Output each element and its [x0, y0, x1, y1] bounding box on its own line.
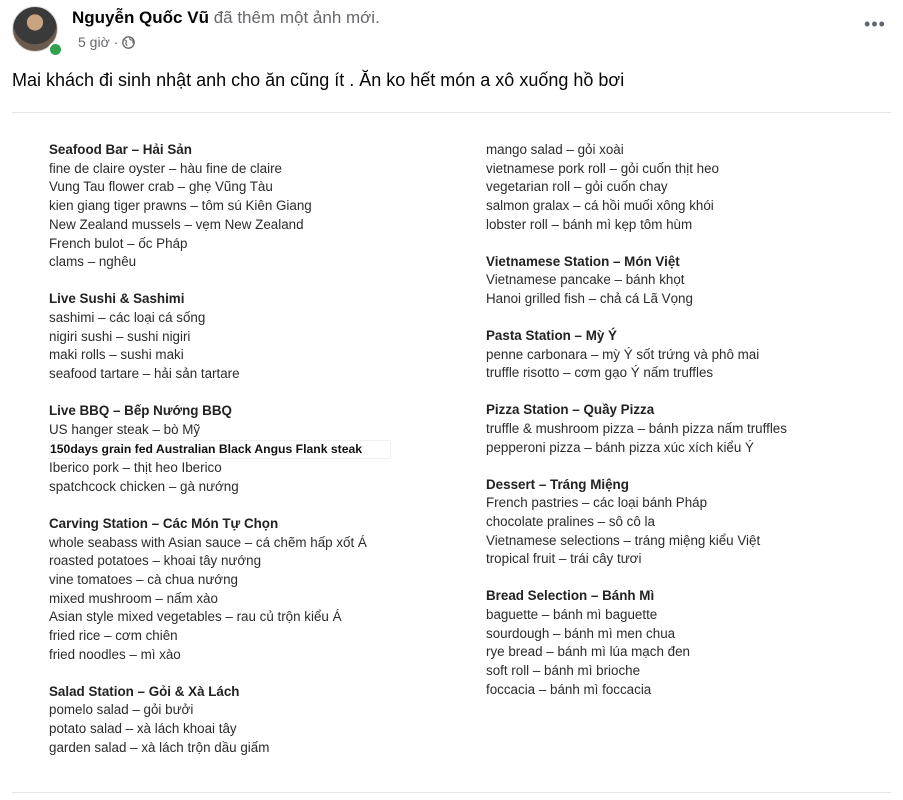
- section-title: Carving Station – Các Món Tự Chọn: [49, 515, 279, 531]
- menu-item: salmon gralax – cá hồi muối xông khói: [486, 198, 714, 214]
- menu-item: sashimi – các loại cá sống: [49, 309, 206, 325]
- section-title: Salad Station – Gỏi & Xà Lách: [49, 683, 240, 699]
- menu-section: [49, 683, 469, 758]
- menu-section: [486, 327, 886, 383]
- menu-item: Iberico pork – thịt heo Iberico: [49, 460, 222, 476]
- menu-item: whole seabass with Asian sauce – cá chẽm hấp xốt Á: [49, 534, 367, 550]
- section-title: Pasta Station – Mỳ Ý: [486, 328, 617, 343]
- menu-item: foccacia – bánh mì foccacia: [486, 681, 652, 697]
- menu-section: [486, 587, 886, 699]
- menu-item: seafood tartare – hải sản tartare: [49, 365, 240, 381]
- menu-item: soft roll – bánh mì brioche: [486, 663, 641, 679]
- menu-item: truffle & mushroom pizza – bánh pizza nấm truffles: [486, 421, 787, 436]
- menu-item: fine de claire oyster – hàu fine de claire: [49, 160, 282, 176]
- menu-item: vine tomatoes – cà chua nướng: [49, 571, 238, 587]
- menu-item: potato salad – xà lách khoai tây: [49, 721, 237, 737]
- menu-item: Vietnamese selections – tráng miệng kiểu Việt: [486, 532, 761, 548]
- menu-item: tropical fruit – trái cây tươi: [486, 551, 642, 567]
- menu-item: pomelo salad – gỏi bưởi: [49, 702, 194, 718]
- menu-item: roasted potatoes – khoai tây nướng: [49, 553, 262, 569]
- section-title: Live BBQ – Bếp Nướng BBQ: [49, 402, 232, 418]
- post-caption: Mai khách đi sinh nhật anh cho ăn cũng ít . Ăn ko hết món a xô xuống hồ bơi: [12, 70, 625, 90]
- menu-item: fried noodles – mì xào: [49, 646, 181, 662]
- divider: [12, 792, 891, 793]
- menu-item: fried rice – cơm chiên: [49, 628, 178, 644]
- menu-section: [49, 290, 469, 384]
- menu-section: [49, 141, 469, 272]
- menu-item: 150days grain fed Australian Black Angus Flank steak: [49, 440, 391, 459]
- more-options-button[interactable]: •••: [864, 14, 886, 34]
- menu-item: truffle risotto – cơm gạo Ý nấm truffles: [486, 365, 714, 381]
- section-title: Pizza Station – Quầy Pizza: [486, 402, 655, 418]
- post-meta: [78, 34, 135, 50]
- menu-section-continued: [486, 141, 886, 235]
- menu-item: sourdough – bánh mì men chua: [486, 625, 676, 641]
- menu-item: chocolate pralines – sô cô la: [486, 514, 655, 529]
- menu-item: Vietnamese pancake – bánh khọt: [486, 272, 685, 288]
- menu-item: nigiri sushi – sushi nigiri: [49, 328, 191, 344]
- section-title: Seafood Bar – Hải Sản: [49, 142, 192, 157]
- menu-item: French bulot – ốc Pháp: [49, 235, 188, 251]
- menu-section: [49, 515, 469, 665]
- menu-item: garden salad – xà lách trộn dầu giấm: [49, 739, 270, 755]
- author-name[interactable]: Nguyễn Quốc Vũ: [72, 8, 209, 27]
- menu-item: pepperoni pizza – bánh pizza xúc xích kiểu Ý: [486, 439, 754, 455]
- section-title: Live Sushi & Sashimi: [49, 291, 185, 307]
- post-photo[interactable]: [12, 112, 891, 793]
- menu-item: Vung Tau flower crab – ghẹ Vũng Tàu: [49, 179, 273, 195]
- menu-left-column: [49, 141, 469, 776]
- section-title: Bread Selection – Bánh Mì: [486, 588, 655, 604]
- menu-item: spatchcock chicken – gà nướng: [49, 478, 239, 494]
- menu-item: kien giang tiger prawns – tôm sú Kiên Giang: [49, 198, 312, 214]
- menu-section: [486, 476, 886, 570]
- menu-item: baguette – bánh mì baguette: [486, 607, 658, 622]
- post-header: [12, 4, 891, 60]
- menu-item: mango salad – gỏi xoài: [486, 142, 624, 157]
- menu-item: vietnamese pork roll – gỏi cuốn thịt heo: [486, 160, 719, 176]
- section-title: Vietnamese Station – Món Việt: [486, 253, 680, 269]
- menu-section: [49, 402, 469, 497]
- author-line: [72, 8, 380, 28]
- menu-item: New Zealand mussels – vẹm New Zealand: [49, 216, 304, 232]
- author-action: đã thêm một ảnh mới.: [213, 8, 380, 27]
- post-time[interactable]: 5 giờ ·: [78, 34, 119, 50]
- menu-item: maki rolls – sushi maki: [49, 347, 184, 363]
- menu-item: Asian style mixed vegetables – rau củ trộn kiểu Á: [49, 609, 342, 625]
- menu-item: US hanger steak – bò Mỹ: [49, 421, 201, 437]
- menu-item: Hanoi grilled fish – chả cá Lã Vọng: [486, 291, 693, 307]
- menu-item: French pastries – các loại bánh Pháp: [486, 495, 708, 511]
- menu-section: [486, 401, 886, 457]
- online-status-dot: [48, 42, 63, 57]
- menu-section: [486, 253, 886, 309]
- menu-item: clams – nghêu: [49, 254, 137, 270]
- menu-item: lobster roll – bánh mì kẹp tôm hùm: [486, 216, 693, 232]
- section-title: Dessert – Tráng Miệng: [486, 476, 629, 492]
- globe-icon[interactable]: [122, 36, 135, 49]
- menu-item: penne carbonara – mỳ Ý sốt trứng và phô mai: [486, 346, 760, 362]
- menu-item: vegetarian roll – gỏi cuốn chay: [486, 179, 668, 195]
- menu-item: mixed mushroom – nấm xào: [49, 590, 218, 606]
- menu-right-column: [486, 141, 886, 718]
- menu-item: rye bread – bánh mì lúa mạch đen: [486, 644, 690, 660]
